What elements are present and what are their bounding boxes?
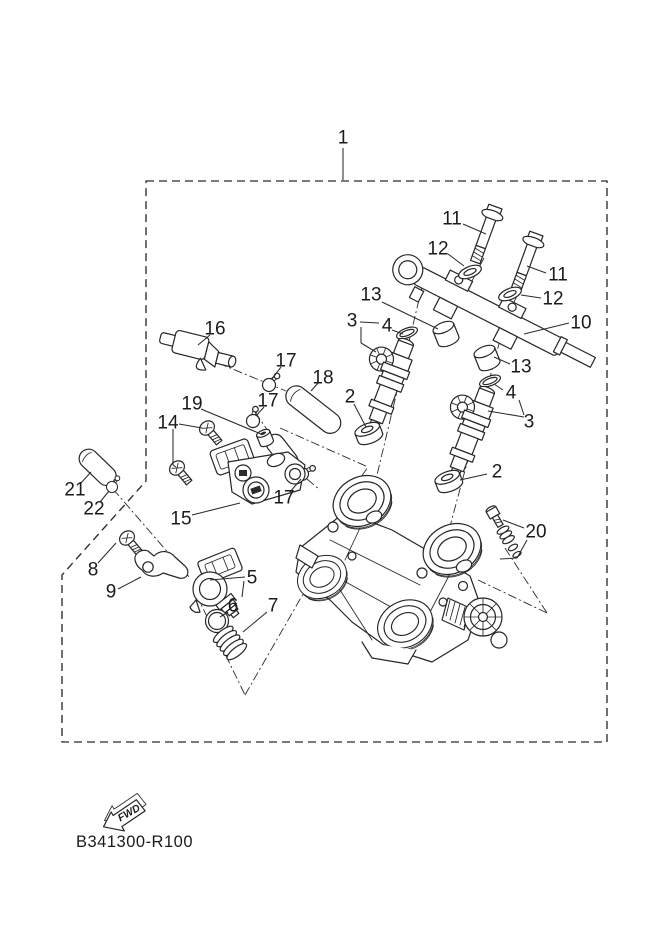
hose-18 [282,382,345,438]
leader-line-9 [118,577,141,589]
throttle-pulley [464,598,502,636]
part-callout-18: 18 [312,367,334,389]
bracket-9 [135,550,188,578]
part-callout-17: 17 [275,350,297,372]
part-callout-6: 6 [227,595,239,617]
part-callout-20: 20 [525,521,547,543]
part-callout-5: 5 [246,567,258,589]
sensor-screw-14a [197,418,226,448]
fwd-arrow [97,791,153,839]
fuel-joint-16 [155,326,240,377]
washer-12a [457,262,483,281]
part-callout-4: 4 [381,315,393,337]
rail-bolt-11b [506,230,547,293]
screw-set-20 [484,504,524,560]
part-callout-2: 2 [344,386,356,408]
throttle-body-assembly [290,466,507,664]
part-callout-3: 3 [346,310,358,332]
leader-line-12 [521,295,541,298]
leader-line-15 [192,503,240,515]
fwd-label: FWD [115,802,143,825]
part-callout-4: 4 [505,382,517,404]
leader-line-20 [517,540,527,558]
fuel-injector-3a [346,329,421,435]
sensor-screw-14b [167,458,196,488]
part-callout-22: 22 [83,498,105,520]
part-callout-13: 13 [510,356,532,378]
part-callout-3: 3 [523,411,535,433]
part-callout-21: 21 [64,479,86,501]
fuel-injector-3b [427,377,502,483]
part-callout-11: 11 [548,264,568,286]
leader-line-7 [243,612,267,632]
diagram-code: B341300-R100 [76,833,194,851]
part-callout-13: 13 [360,284,382,306]
leader-line-4 [494,384,503,390]
part-callout-8: 8 [87,559,99,581]
part-callout-17: 17 [257,390,279,412]
rail-bolt-11a [465,203,506,266]
part-callout-12: 12 [542,288,564,310]
part-callout-11: 11 [442,208,462,230]
leader-line-20 [500,558,517,559]
leader-line-11 [527,266,546,273]
part-callout-1: 1 [337,127,349,149]
part-callout-14: 14 [157,412,179,434]
leader-line-14 [179,424,202,428]
leader-line-3 [360,322,379,323]
hose-clamp-17a [263,373,280,391]
part-callout-12: 12 [427,238,449,260]
leader-line-8 [98,543,116,563]
spacer-13a [431,319,460,349]
leader-line-3 [488,411,524,417]
part-callout-15: 15 [170,508,192,530]
part-callout-2: 2 [491,461,503,483]
part-callout-9: 9 [105,581,117,603]
part-callout-19: 19 [181,393,203,415]
part-callout-16: 16 [204,318,226,340]
leader-line-2 [354,404,366,427]
part-callout-10: 10 [570,312,592,334]
part-callout-7: 7 [267,595,279,617]
part-callout-17: 17 [273,487,295,509]
leader-line-3 [361,343,376,352]
leader-line-12 [448,254,464,266]
leader-line-5 [242,581,244,597]
